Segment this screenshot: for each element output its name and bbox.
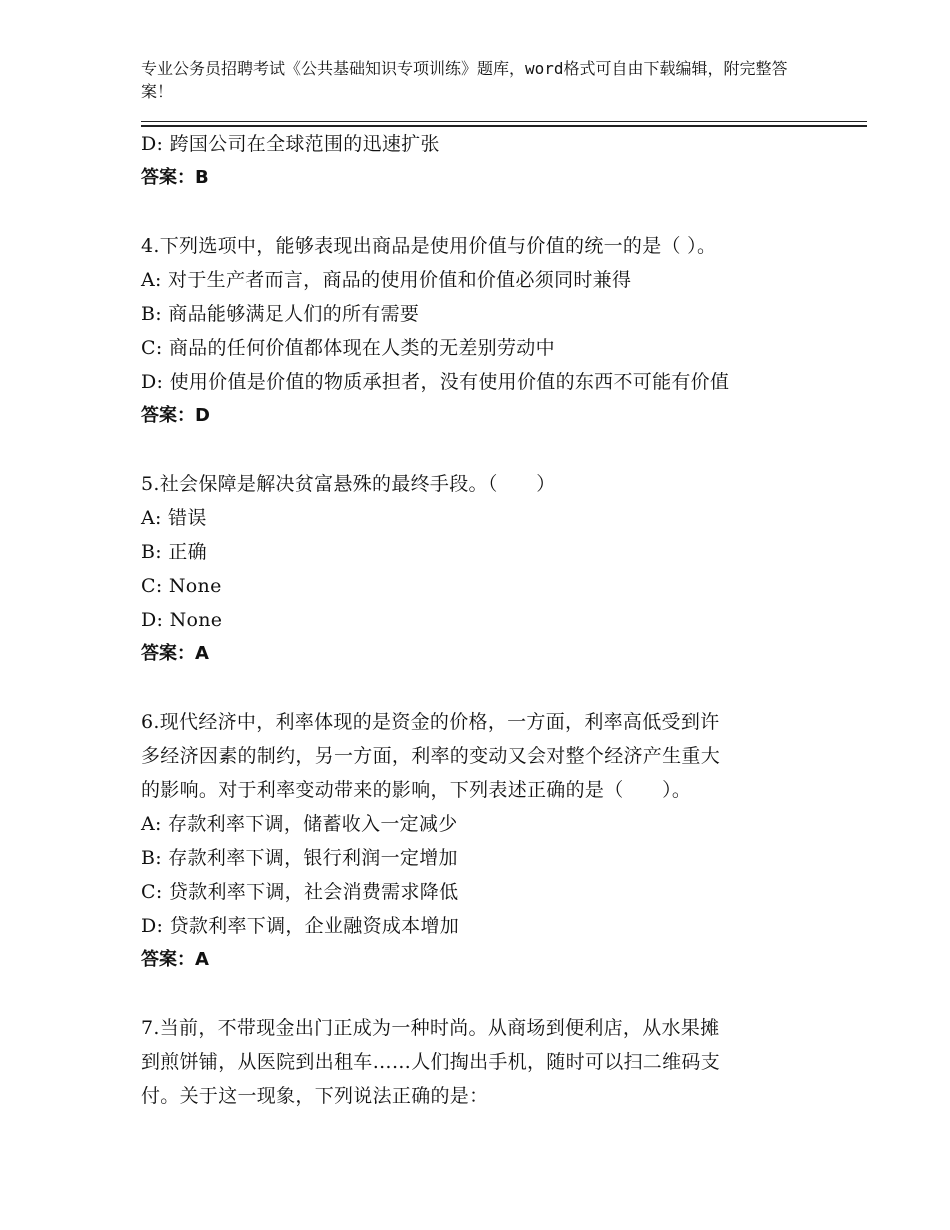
spacer: [141, 977, 841, 1011]
q5-option-a: A: 错误: [141, 507, 207, 529]
q5-option-b: B: 正确: [141, 541, 207, 563]
q5-stem: 5.社会保障是解决贫富悬殊的最终手段。（ ）: [141, 473, 556, 495]
spacer: [141, 671, 841, 705]
q7-stem-line: 付。关于这一现象，下列说法正确的是：: [141, 1085, 489, 1107]
q7-stem-line: 7.当前，不带现金出门正成为一种时尚。从商场到便利店，从水果摊: [141, 1017, 720, 1039]
q6-stem-line: 6.现代经济中，利率体现的是资金的价格，一方面，利率高低受到许: [141, 711, 720, 733]
header-rule-thin: [141, 121, 867, 122]
q4-answer: 答案：D: [141, 405, 210, 426]
q5-option-c: C: None: [141, 575, 222, 597]
q6-stem-line: 多经济因素的制约，另一方面，利率的变动又会对整个经济产生重大: [141, 745, 721, 767]
q4-stem: 4.下列选项中，能够表现出商品是使用价值与价值的统一的是（ ）。: [141, 235, 717, 257]
q4-option-c: C: 商品的任何价值都体现在人类的无差别劳动中: [141, 337, 555, 359]
q6-option-a: A: 存款利率下调，储蓄收入一定减少: [141, 813, 458, 835]
q4-option-d: D: 使用价值是价值的物质承担者，没有使用价值的东西不可能有价值: [141, 371, 730, 393]
spacer: [141, 195, 841, 229]
q4-option-b: B: 商品能够满足人们的所有需要: [141, 303, 420, 325]
q6-answer: 答案：A: [141, 949, 209, 970]
q7-stem-line: 到煎饼铺，从医院到出租车……人们掏出手机，随时可以扫二维码支: [141, 1051, 721, 1073]
q4-option-a: A: 对于生产者而言，商品的使用价值和价值必须同时兼得: [141, 269, 632, 291]
prev-answer: 答案：B: [141, 167, 209, 188]
spacer: [141, 433, 841, 467]
q6-option-b: B: 存款利率下调，银行利润一定增加: [141, 847, 458, 869]
q6-option-d: D: 贷款利率下调，企业融资成本增加: [141, 915, 460, 937]
document-header: 专业公务员招聘考试《公共基础知识专项训练》题库，word格式可自由下载编辑，附完整答案！: [141, 59, 788, 101]
q6-option-c: C: 贷款利率下调，社会消费需求降低: [141, 881, 459, 903]
q6-stem-line: 的影响。对于利率变动带来的影响，下列表述正确的是（ ）。: [141, 779, 692, 801]
question-content: [141, 127, 841, 1113]
prev-option-d: D: 跨国公司在全球范围的迅速扩张: [141, 133, 440, 155]
q5-answer: 答案：A: [141, 643, 209, 664]
q5-option-d: D: None: [141, 609, 223, 631]
